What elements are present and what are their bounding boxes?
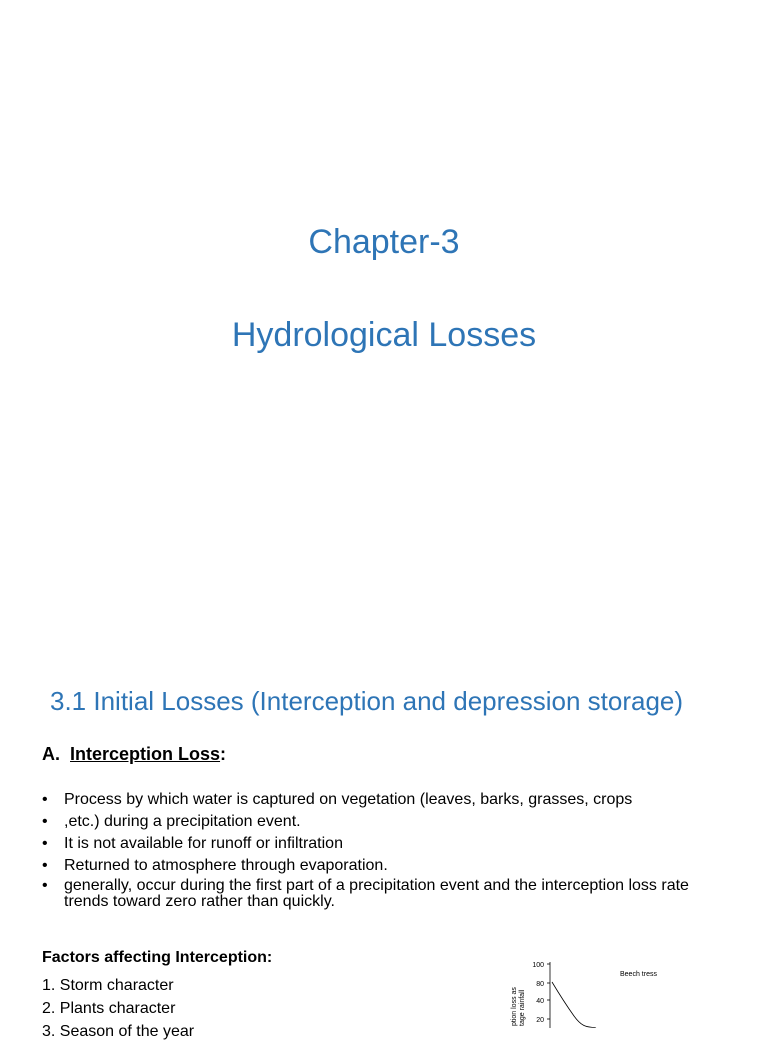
bullet-item: • generally, occur during the first part of a precipitation event and the interception loss rate trends toward zero rather than quickly. [42,878,732,910]
subsection-colon: : [220,744,227,764]
bullet-list [42,790,732,913]
factor-item: 3. Season of the year [42,1023,195,1040]
factor-item: 1. Storm character [42,977,174,994]
bullet-item: • Process by which water is captured on vegetation (leaves, barks, grasses, crops [42,790,732,809]
figure-curve [552,982,596,1028]
figure-tick-label: 80 [536,981,544,988]
subsection-letter: A. [42,744,71,764]
bullet-item: • Returned to atmosphere through evaporation. [42,856,732,875]
figure-tick-label: 20 [536,1017,544,1024]
chapter-title: Chapter-3 [308,223,460,261]
figure-tick-label: 40 [536,998,544,1005]
bullet-item: • ,etc.) during a precipitation event. [42,812,732,831]
factors-list [42,974,194,1043]
factor-item: 2. Plants character [42,1000,176,1017]
chapter-subtitle: Hydrological Losses [231,316,537,354]
factors-heading: Factors affecting Interception: [42,949,273,966]
figure-ylabel-1: ption loss as [511,987,518,1026]
content-slide [0,640,768,1040]
figure-legend: Beech tress [620,971,657,978]
interception-figure [500,958,720,1028]
subsection-title: Interception Loss [70,744,221,764]
subsection-heading [42,744,226,765]
figure-tick-label: 100 [532,962,544,969]
section-heading: 3.1 Initial Losses (Interception and depression storage) [50,686,684,716]
figure-ylabel-2: tage rainfall [519,989,526,1026]
bullet-item: • It is not available for runoff or infiltration [42,834,732,853]
